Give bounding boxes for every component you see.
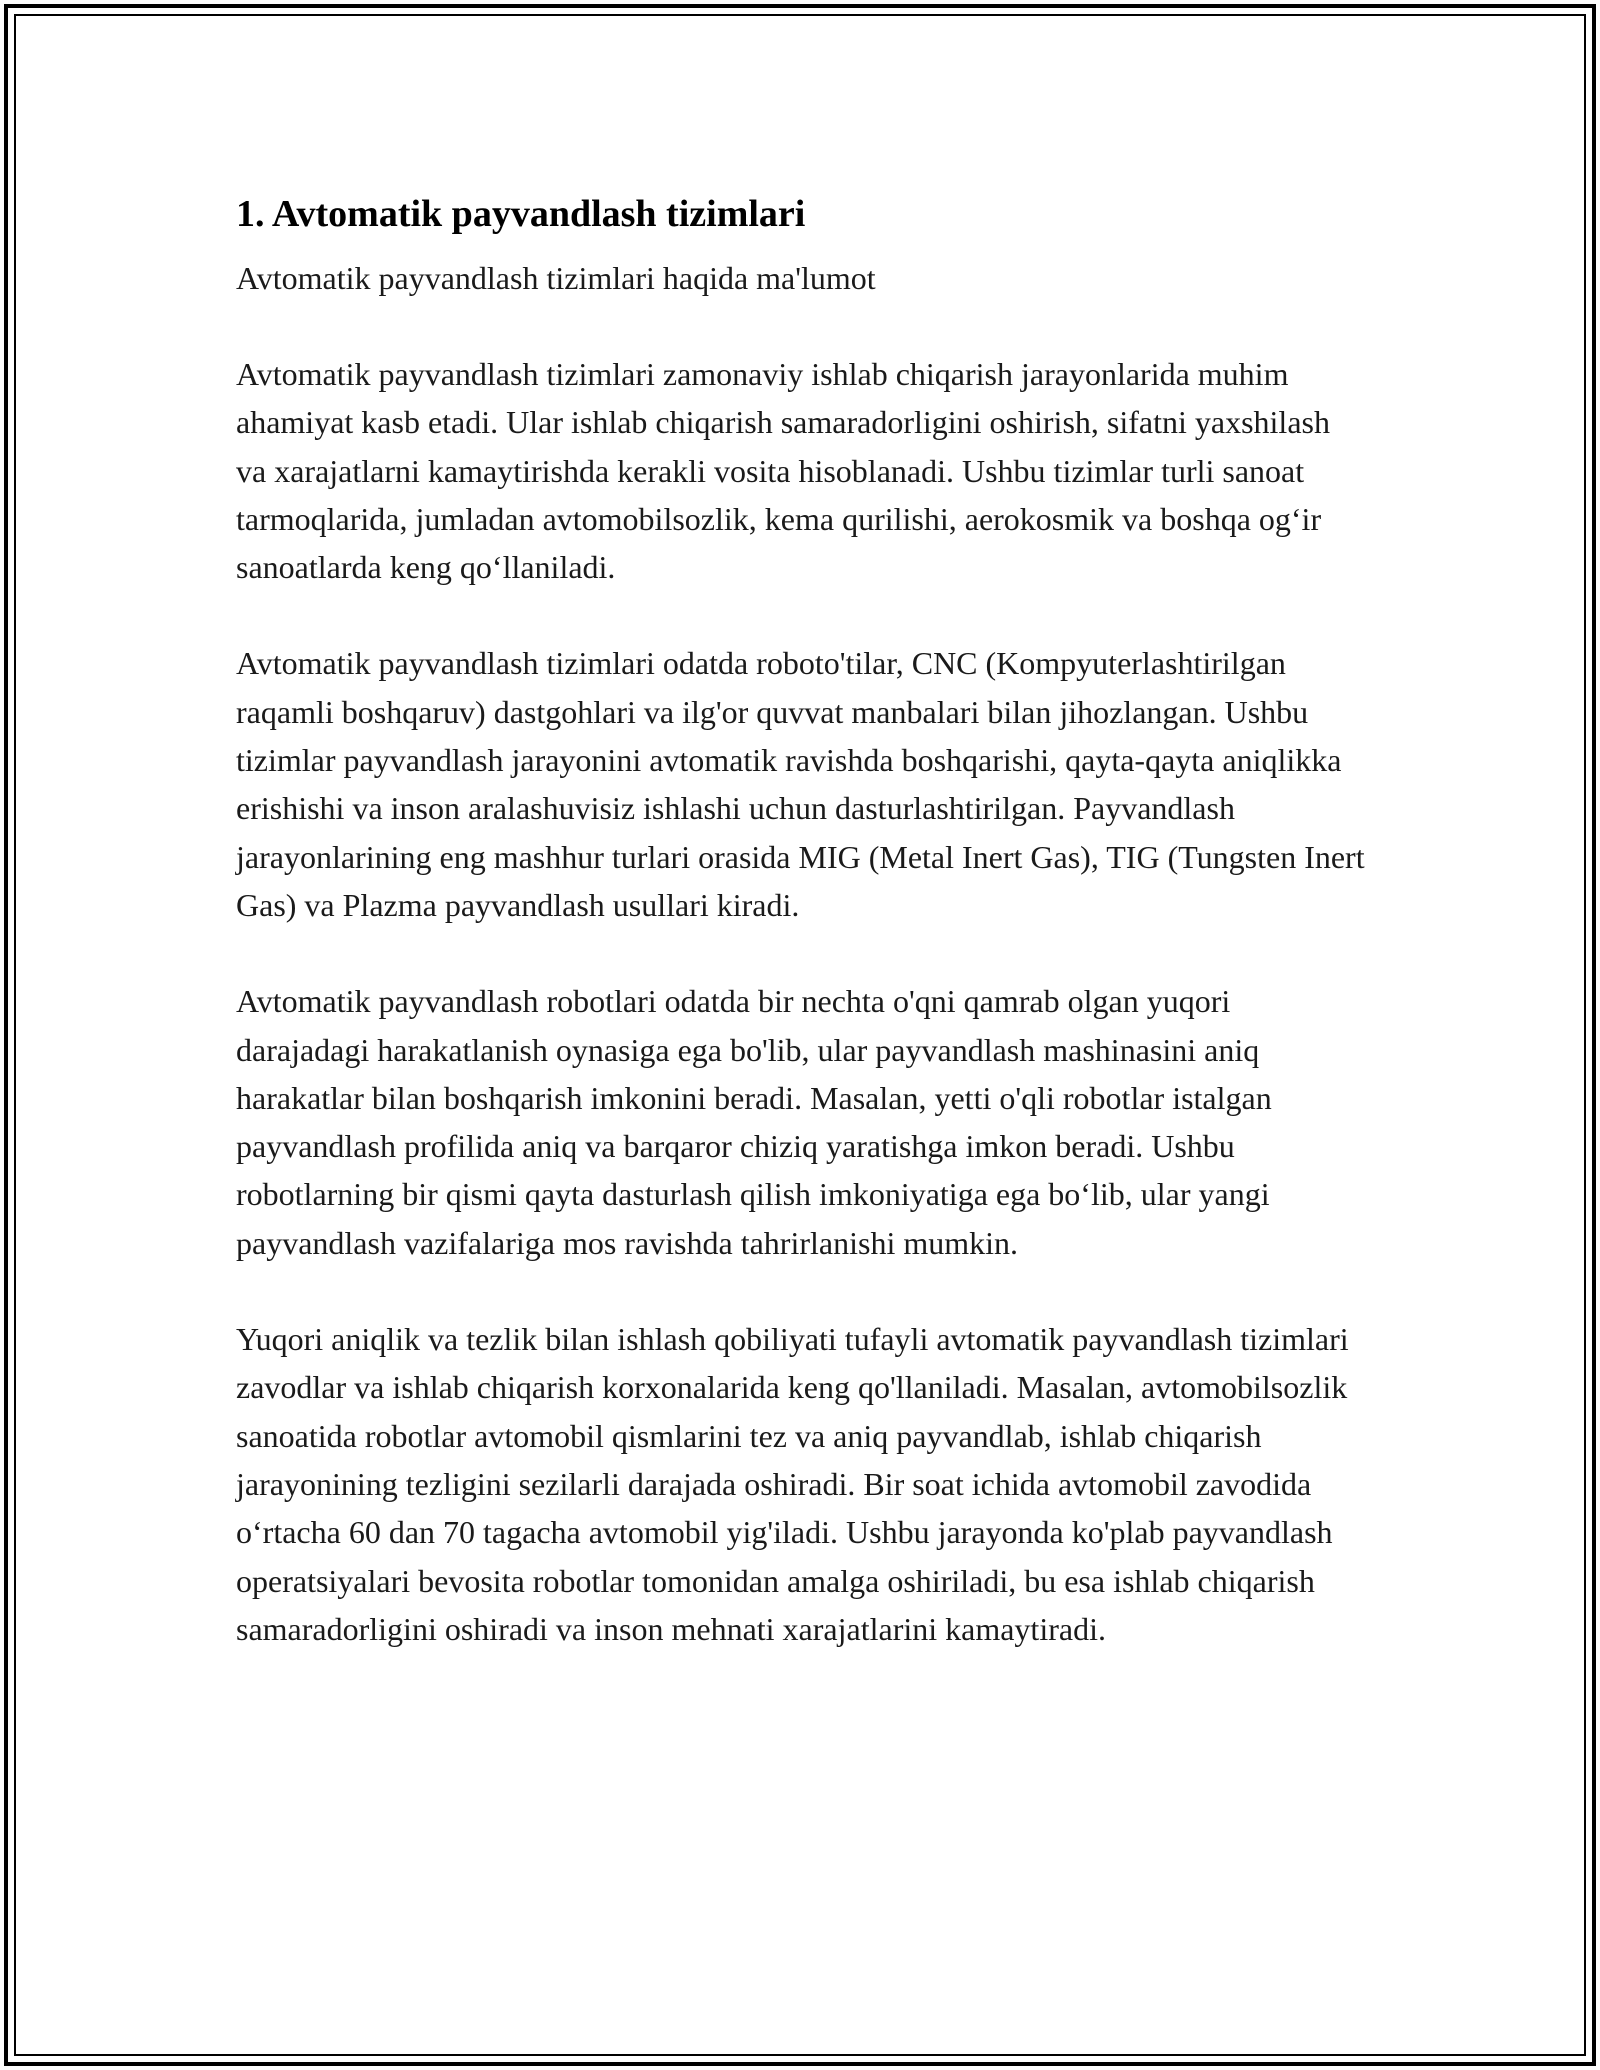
paragraph-2: Avtomatik payvandlash tizimlari odatda roboto'tilar, CNC (Kompyuterlashtirilgan raqamli boshqaruv) dastgohlari va ilg'or quvvat manbalari bilan jihozlangan. Ushbu tizimlar payvandlash jarayonini avtomatik ravishda boshqarishi, qayta-qayta aniqlikka erishishi va inson aralashuvisiz ishlashi uchun dasturlashtirilgan. Payvandlash jarayonlarining eng mashhur turlari orasida MIG (Metal Inert Gas), TIG (Tungsten Inert Gas) va Plazma payvandlash usullari kiradi. <box>236 645 1365 923</box>
document-subtitle: Avtomatik payvandlash tizimlari haqida ma'lumot <box>236 260 876 296</box>
paragraph-3: Avtomatik payvandlash robotlari odatda bir nechta o'qni qamrab olgan yuqori darajadagi harakatlanish oynasiga ega bo'lib, ular payvandlash mashinasini aniq harakatlar bilan boshqarish imkonini beradi. Masalan, yetti o'qli robotlar istalgan payvandlash profilida aniq va barqaror chiziq yaratishga imkon beradi. Ushbu robotlarning bir qismi qayta dasturlash qilish imkoniyatiga ega bo‘lib, ular yangi payvandlash vazifalariga mos ravishda tahrirlanishi mumkin. <box>236 983 1272 1261</box>
paragraph-1: Avtomatik payvandlash tizimlari zamonaviy ishlab chiqarish jarayonlarida muhim ahamiyat kasb etadi. Ular ishlab chiqarish samaradorligini oshirish, sifatni yaxshilash va xarajatlarni kamaytirishda kerakli vosita hisoblanadi. Ushbu tizimlar turli sanoat tarmoqlarida, jumladan avtomobilsozlik, kema qurilishi, aerokosmik va boshqa og‘ir sanoatlarda keng qo‘llaniladi. <box>236 356 1330 586</box>
paragraph-4: Yuqori aniqlik va tezlik bilan ishlash qobiliyati tufayli avtomatik payvandlash tizimlari zavodlar va ishlab chiqarish korxonalarida keng qo'llaniladi. Masalan, avtomobilsozlik sanoatida robotlar avtomobil qismlarini tez va aniq payvandlab, ishlab chiqarish jarayonining tezligini sezilarli darajada oshiradi. Bir soat ichida avtomobil zavodida o‘rtacha 60 dan 70 tagacha avtomobil yig'iladi. Ushbu jarayonda ko'plab payvandlash operatsiyalari bevosita robotlar tomonidan amalga oshiriladi, bu esa ishlab chiqarish samaradorligini oshiradi va inson mehnati xarajatlarini kamaytiradi. <box>236 1321 1349 1647</box>
document-title: 1. Avtomatik payvandlash tizimlari <box>236 193 806 235</box>
document-body <box>236 186 1366 1701</box>
